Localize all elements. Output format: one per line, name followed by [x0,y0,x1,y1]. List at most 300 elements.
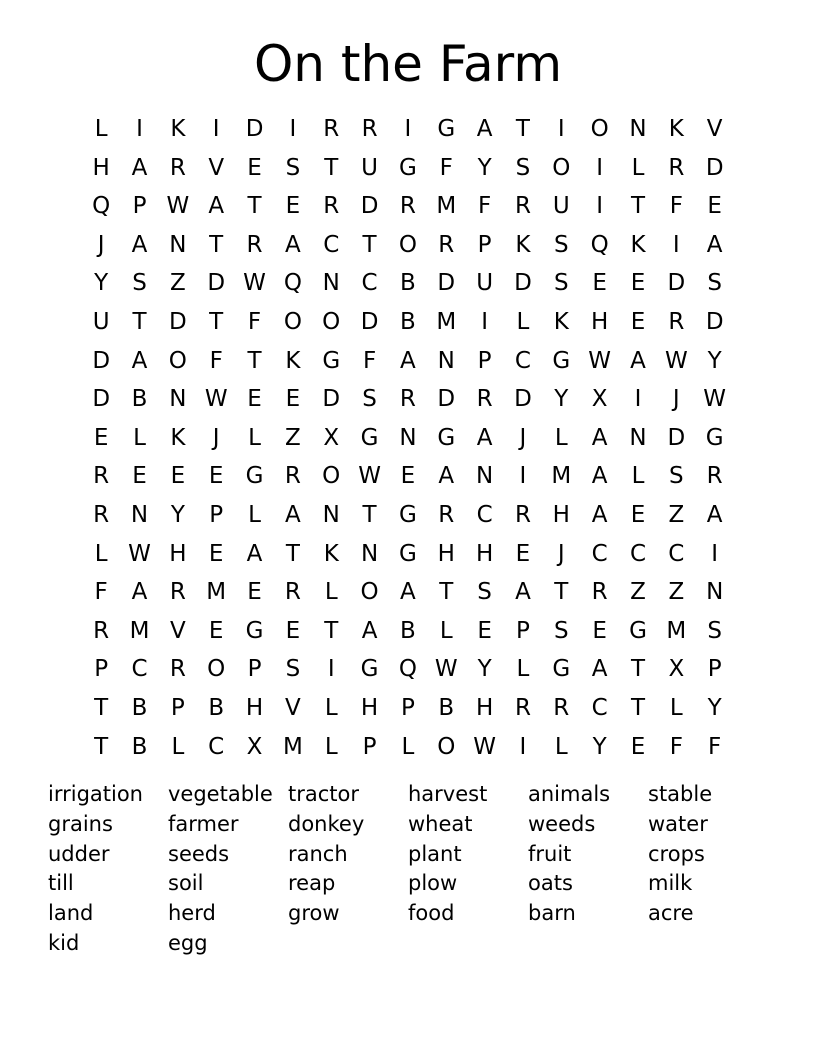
grid-cell: Q [283,270,302,297]
grid-cell: L [324,733,338,760]
grid-cell: R [93,617,110,644]
grid-cell: D [92,347,111,374]
grid-cell: W [128,540,151,567]
grid-cell: I [711,540,719,567]
grid-cell: U [476,270,494,297]
grid-row [82,496,734,535]
grid-row [82,264,734,303]
grid-cell: A [400,347,416,374]
word-bank-item: grow [288,901,340,926]
grid-cell: T [362,501,377,528]
grid-cell: G [552,656,571,683]
grid-cell: Y [554,386,569,413]
grid-cell: S [553,270,569,297]
grid-cell: O [360,579,379,606]
grid-cell: B [131,733,148,760]
grid-cell: T [554,579,569,606]
grid-cell: S [285,656,301,683]
grid-row [82,728,734,767]
grid-cell: P [247,656,262,683]
grid-cell: Z [668,579,685,606]
grid-cell: B [131,694,148,721]
grid-cell: G [360,424,379,451]
grid-cell: N [322,501,340,528]
grid-cell: E [208,617,224,644]
word-bank-item: weeds [528,811,596,836]
word-bank-item: plant [408,841,462,866]
grid-cell: R [438,231,455,258]
grid-cell: K [630,231,646,258]
grid-cell: N [629,424,647,451]
grid-cell: I [596,193,604,220]
grid-cell: R [323,193,340,220]
grid-cell: M [129,617,150,644]
word-bank-item: food [408,901,455,926]
grid-cell: D [437,386,456,413]
grid-cell: G [399,540,417,567]
grid-cell: S [362,386,377,413]
grid-cell: G [552,347,571,374]
grid-cell: L [631,154,645,181]
grid-cell: B [400,270,416,297]
grid-cell: S [669,463,684,490]
grid-cell: E [630,270,646,297]
grid-cell: E [592,270,607,297]
grid-cell: U [92,308,110,335]
grid-cell: R [706,463,723,490]
grid-cell: A [706,231,723,258]
word-bank-item: plow [408,871,458,896]
grid-cell: K [323,540,339,567]
grid-cell: T [132,308,147,335]
grid-cell: A [591,656,608,683]
grid-row [82,419,734,458]
grid-cell: R [514,501,531,528]
grid-cell: D [245,116,264,142]
grid-cell: E [208,540,224,567]
grid-cell: H [475,694,494,721]
grid-cell: I [519,733,527,760]
grid-cell: M [666,617,687,644]
grid-row [82,650,734,689]
grid-cell: V [706,116,723,142]
grid-cell: R [591,579,608,606]
grid-cell: D [705,308,724,335]
grid-cell: I [519,463,527,490]
grid-cell: N [322,270,340,297]
grid-cell: L [516,308,530,335]
word-bank-item: milk [648,871,693,896]
grid-cell: I [634,386,642,413]
word-bank-item: donkey [288,811,365,836]
grid-cell: T [439,579,454,606]
grid-cell: L [401,733,415,760]
grid-cell: E [247,386,262,413]
grid-cell: K [285,347,301,374]
grid-cell: L [248,424,261,451]
word-bank-item: soil [168,871,204,896]
grid-cell: O [590,116,609,142]
grid-cell: M [282,733,303,760]
grid-cell: Y [477,656,492,683]
grid-cell: F [669,193,683,220]
grid-cell: E [630,733,646,760]
grid-cell: W [204,386,228,413]
grid-cell: P [170,694,185,721]
grid-cell: D [514,270,532,297]
grid-cell: N [399,424,417,451]
grid-cell: C [629,540,647,567]
grid-cell: L [94,540,108,567]
grid-cell: T [362,231,377,258]
grid-cell: O [437,733,456,760]
grid-cell: N [169,231,187,258]
grid-cell: J [212,424,220,451]
grid-cell: A [476,116,493,142]
grid-cell: O [283,308,302,335]
grid-cell: Y [477,154,492,181]
grid-cell: Y [94,270,109,297]
word-bank-item: seeds [168,841,230,866]
grid-cell: K [170,424,186,451]
grid-cell: D [322,386,341,413]
grid-cell: G [360,656,379,683]
grid-cell: F [708,733,722,760]
grid-cell: P [477,231,492,258]
grid-cell: A [285,501,301,528]
grid-row [82,303,734,342]
grid-cell: R [399,386,416,413]
grid-cell: R [93,501,110,528]
grid-cell: M [436,193,457,220]
grid-cell: R [361,116,378,142]
grid-cell: D [667,270,686,297]
grid-cell: A [515,579,531,606]
grid-cell: P [132,193,147,220]
grid-cell: O [322,308,341,335]
grid-cell: R [246,231,263,258]
grid-cell: G [245,463,264,490]
grid-cell: W [473,733,496,760]
grid-cell: A [591,501,608,528]
grid-row [82,457,734,496]
grid-cell: Q [398,656,417,683]
grid-cell: P [400,694,415,721]
grid-cell: W [664,347,688,374]
grid-cell: E [170,463,186,490]
grid-cell: G [399,154,417,181]
grid-cell: H [245,694,264,721]
grid-cell: I [136,116,143,142]
grid-cell: E [400,463,416,490]
grid-cell: E [208,463,224,490]
word-bank-item: land [48,901,94,926]
grid-cell: T [94,694,109,721]
grid-cell: D [667,424,686,451]
grid-cell: S [477,579,492,606]
grid-cell: E [132,463,147,490]
grid-cell: G [705,424,724,451]
grid-cell: E [477,617,492,644]
grid-cell: Z [169,270,186,297]
grid-cell: T [630,694,646,721]
grid-cell: D [437,270,456,297]
grid-cell: Y [707,347,722,374]
grid-cell: A [591,424,608,451]
grid-cell: G [245,617,264,644]
grid-cell: M [551,463,572,490]
grid-cell: F [669,733,683,760]
grid-cell: P [707,656,722,683]
grid-cell: R [93,463,110,490]
word-bank-item: grains [48,811,113,836]
grid-cell: A [630,347,646,374]
grid-cell: T [324,154,339,181]
grid-cell: Y [592,733,607,760]
grid-cell: N [706,579,724,606]
grid-cell: C [131,656,148,683]
grid-cell: R [284,579,301,606]
grid-cell: D [360,193,379,220]
grid-cell: N [360,540,379,567]
grid-cell: T [630,193,646,220]
grid-cell: I [289,116,297,142]
grid-cell: M [436,308,457,335]
grid-cell: C [208,733,225,760]
grid-cell: O [322,463,341,490]
grid-cell: C [668,540,685,567]
grid-cell: N [437,347,455,374]
grid-cell: R [668,154,685,181]
word-bank-item: irrigation [48,782,143,806]
grid-cell: E [707,193,722,220]
grid-cell: D [169,308,187,335]
grid-cell: V [169,617,186,644]
grid-cell: S [707,270,722,297]
grid-cell: W [243,270,266,297]
grid-cell: X [668,656,685,683]
word-bank-item: wheat [408,811,473,836]
grid-cell: A [438,463,455,490]
grid-cell: T [209,308,224,335]
grid-cell: R [668,308,685,335]
word-bank-item: herd [168,901,216,926]
grid-cell: O [552,154,571,181]
grid-cell: S [707,617,722,644]
word-bank-item: barn [528,901,576,926]
grid-cell: Z [630,579,646,606]
grid-cell: K [170,116,186,142]
grid-row [82,110,734,149]
grid-cell: E [592,617,607,644]
word-bank-item: vegetable [168,782,273,806]
grid-cell: L [171,733,185,760]
grid-cell: W [166,193,190,220]
grid-cell: B [208,694,225,721]
grid-cell: R [169,154,186,181]
letter-grid [82,110,734,766]
grid-cell: L [439,617,453,644]
grid-cell: K [515,231,531,258]
word-bank-item: crops [648,841,705,866]
grid-cell: R [169,656,186,683]
grid-cell: G [322,347,341,374]
grid-cell: I [212,116,220,142]
grid-cell: L [324,694,338,721]
grid-cell: C [323,231,340,258]
grid-cell: E [630,501,646,528]
grid-cell: A [131,231,148,258]
grid-cell: L [133,424,146,451]
grid-cell: F [362,347,377,374]
grid-row [82,689,734,728]
grid-row [82,573,734,612]
grid-cell: V [285,694,301,721]
grid-cell: P [516,617,530,644]
grid-cell: H [92,154,110,181]
puzzle-title: On the Farm [253,35,563,93]
grid-cell: H [552,501,570,528]
grid-cell: H [437,540,455,567]
grid-cell: B [438,694,455,721]
grid-cell: P [477,347,492,374]
grid-cell: R [169,579,186,606]
grid-cell: I [404,116,412,142]
grid-cell: R [323,116,340,142]
grid-cell: T [247,347,262,374]
grid-cell: E [630,308,646,335]
grid-cell: T [324,617,339,644]
grid-cell: S [553,617,569,644]
grid-cell: A [400,579,416,606]
grid-cell: S [285,154,301,181]
grid-cell: T [630,656,646,683]
grid-cell: U [552,193,570,220]
grid-cell: X [323,424,340,451]
grid-cell: F [439,154,453,181]
grid-cell: R [476,386,493,413]
grid-cell: C [476,501,493,528]
grid-cell: E [285,386,301,413]
word-bank-item: harvest [408,782,488,806]
grid-cell: L [94,116,108,142]
grid-cell: S [132,270,147,297]
grid-cell: A [131,347,148,374]
grid-cell: P [362,733,377,760]
grid-cell: I [557,116,565,142]
grid-cell: C [591,694,608,721]
word-bank-item: oats [528,871,573,896]
grid-cell: C [514,347,531,374]
grid-cell: L [669,694,683,721]
grid-cell: E [93,424,109,451]
grid-cell: P [209,501,224,528]
grid-cell: A [131,154,148,181]
grid-cell: G [437,116,456,142]
grid-row [82,226,734,265]
word-bank-item: farmer [168,811,239,836]
word-bank-item: stable [648,782,713,806]
grid-cell: X [246,733,263,760]
grid-cell: A [476,424,493,451]
grid-cell: J [97,231,105,258]
grid-cell: O [398,231,417,258]
word-bank-item: animals [528,782,611,806]
grid-cell: D [705,154,724,181]
grid-row [82,612,734,651]
grid-cell: T [515,116,530,142]
grid-cell: F [209,347,223,374]
grid-cell: G [437,424,456,451]
grid-cell: I [672,231,680,258]
grid-cell: G [399,501,417,528]
grid-cell: L [516,656,530,683]
word-bank-item: egg [168,930,208,955]
grid-cell: J [519,424,527,451]
grid-cell: O [207,656,226,683]
grid-cell: W [703,386,727,413]
grid-cell: N [476,463,494,490]
word-bank-item: udder [48,841,110,866]
grid-cell: C [361,270,378,297]
word-bank-item: kid [48,930,80,955]
grid-cell: M [206,579,227,606]
grid-cell: S [515,154,531,181]
grid-cell: R [284,463,301,490]
grid-cell: I [481,308,488,335]
grid-row [82,535,734,574]
grid-cell: Q [92,193,111,220]
grid-cell: O [168,347,187,374]
grid-cell: A [246,540,263,567]
grid-row [82,149,734,188]
word-bank-item: tractor [288,782,359,806]
grid-cell: Y [170,501,185,528]
grid-cell: F [247,308,262,335]
grid-cell: P [94,656,109,683]
grid-cell: N [169,386,187,413]
grid-cell: U [361,154,378,181]
grid-cell: L [554,733,568,760]
grid-cell: J [672,386,680,413]
grid-cell: F [94,579,108,606]
grid-cell: B [400,617,416,644]
grid-cell: N [629,116,647,142]
grid-cell: H [475,540,494,567]
grid-cell: K [553,308,569,335]
grid-cell: I [327,656,335,683]
grid-cell: E [515,540,531,567]
grid-cell: R [514,694,531,721]
grid-cell: D [207,270,226,297]
word-bank-item: water [648,811,708,836]
grid-cell: V [208,154,225,181]
grid-cell: Z [668,501,685,528]
grid-cell: Z [285,424,301,451]
grid-cell: A [706,501,723,528]
grid-cell: A [591,463,608,490]
word-bank-item: reap [288,871,336,896]
grid-row [82,187,734,226]
word-bank-item: ranch [288,841,348,866]
grid-cell: C [591,540,608,567]
grid-cell: G [629,617,647,644]
grid-cell: L [324,579,338,606]
grid-cell: A [131,579,148,606]
grid-cell: R [438,501,455,528]
grid-cell: S [553,231,569,258]
grid-cell: E [285,193,301,220]
